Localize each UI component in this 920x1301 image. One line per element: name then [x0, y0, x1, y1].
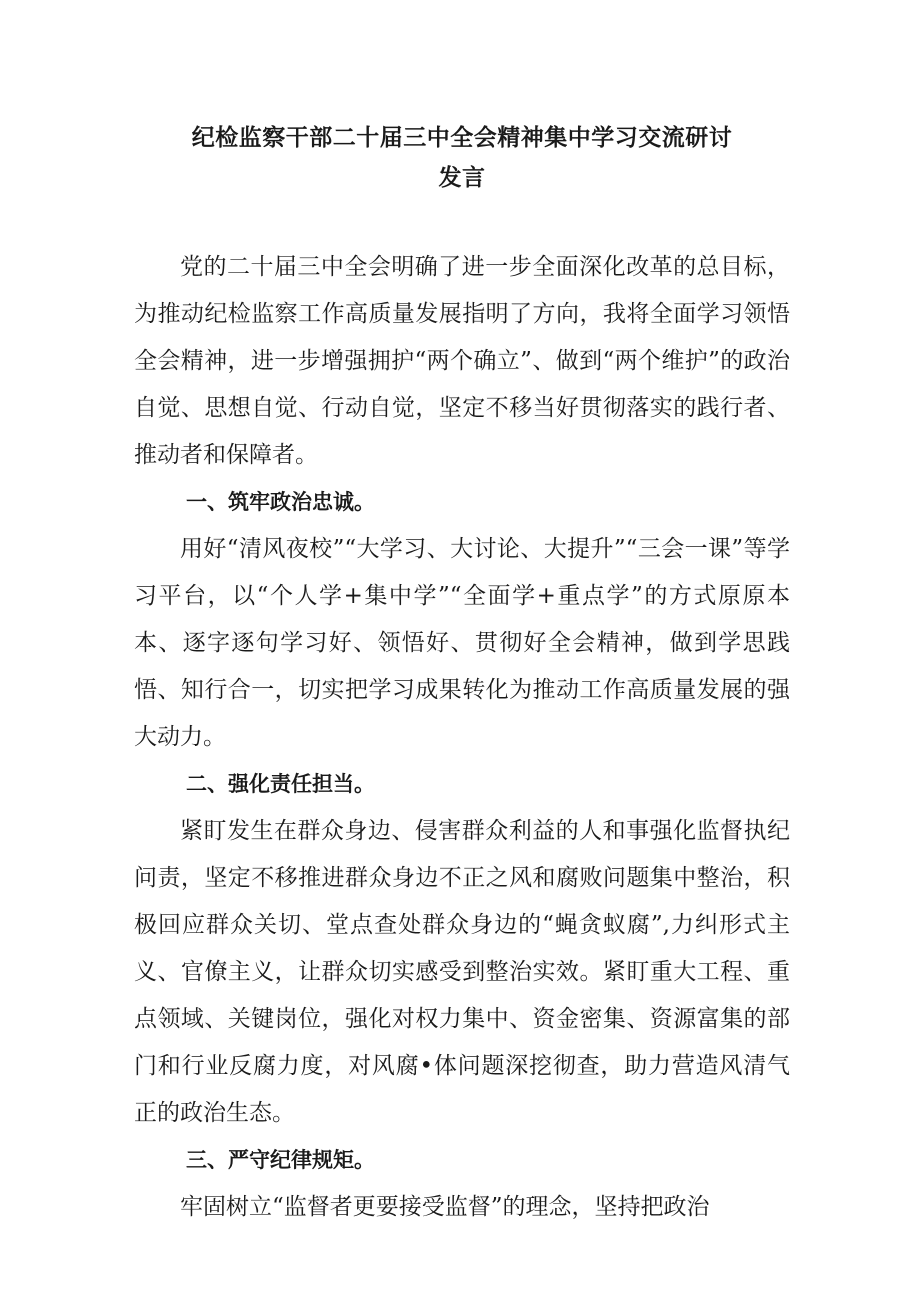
section-2-heading: 二、强化责任担当。	[186, 772, 375, 796]
document-title	[134, 118, 790, 198]
intro-paragraph: 党的二十届三中全会明确了进一步全面深化改革的总目标，为推动纪检监察工作高质量发展指明了方向，我将全面学习领悟全会精神，进一步增强拥护“两个确立”、做到“两个维护”的政治自觉、思想自觉、行动自觉，坚定不移当好贯彻落实的践行者、推动者和保障者。	[134, 254, 790, 468]
section-2-paragraph: 紧盯发生在群众身边、侵害群众利益的人和事强化监督执纪问责，坚定不移推进群众身边不正之风和腐败问题集中整治，积极回应群众关切、堂点查处群众身边的“蝇贪蚁腐”,力纠形式主义、官僚主义，让群众切实感受到整治实效。紧盯重大工程、重点领域、关键岗位，强化对权力集中、资金密集、资源富集的部门和行业反腐力度，对风腐•体问题深挖彻查，助力营造风清气正的政治生态。	[134, 818, 790, 1126]
title-line-2: 发言	[438, 165, 486, 191]
section-1-heading: 一、筑牢政治忠诚。	[186, 490, 375, 514]
section-3-paragraph: 牢固树立“监督者更要接受监督”的理念，坚持把政治	[180, 1194, 710, 1220]
title-line-1: 纪检监察干部二十届三中全会精神集中学习交流研讨	[191, 125, 733, 151]
section-1-paragraph: 用好“清风夜校”“大学习、大讨论、大提升”“三会一课”等学习平台，以“个人学+集中学”“全面学+重点学”的方式原原本本、逐字逐句学习好、领悟好、贯彻好全会精神，做到学思践悟、知行合一，切实把学习成果转化为推动工作高质量发展的强大动力。	[134, 536, 790, 750]
section-3-heading: 三、严守纪律规矩。	[186, 1148, 375, 1172]
document-body	[134, 244, 790, 1231]
